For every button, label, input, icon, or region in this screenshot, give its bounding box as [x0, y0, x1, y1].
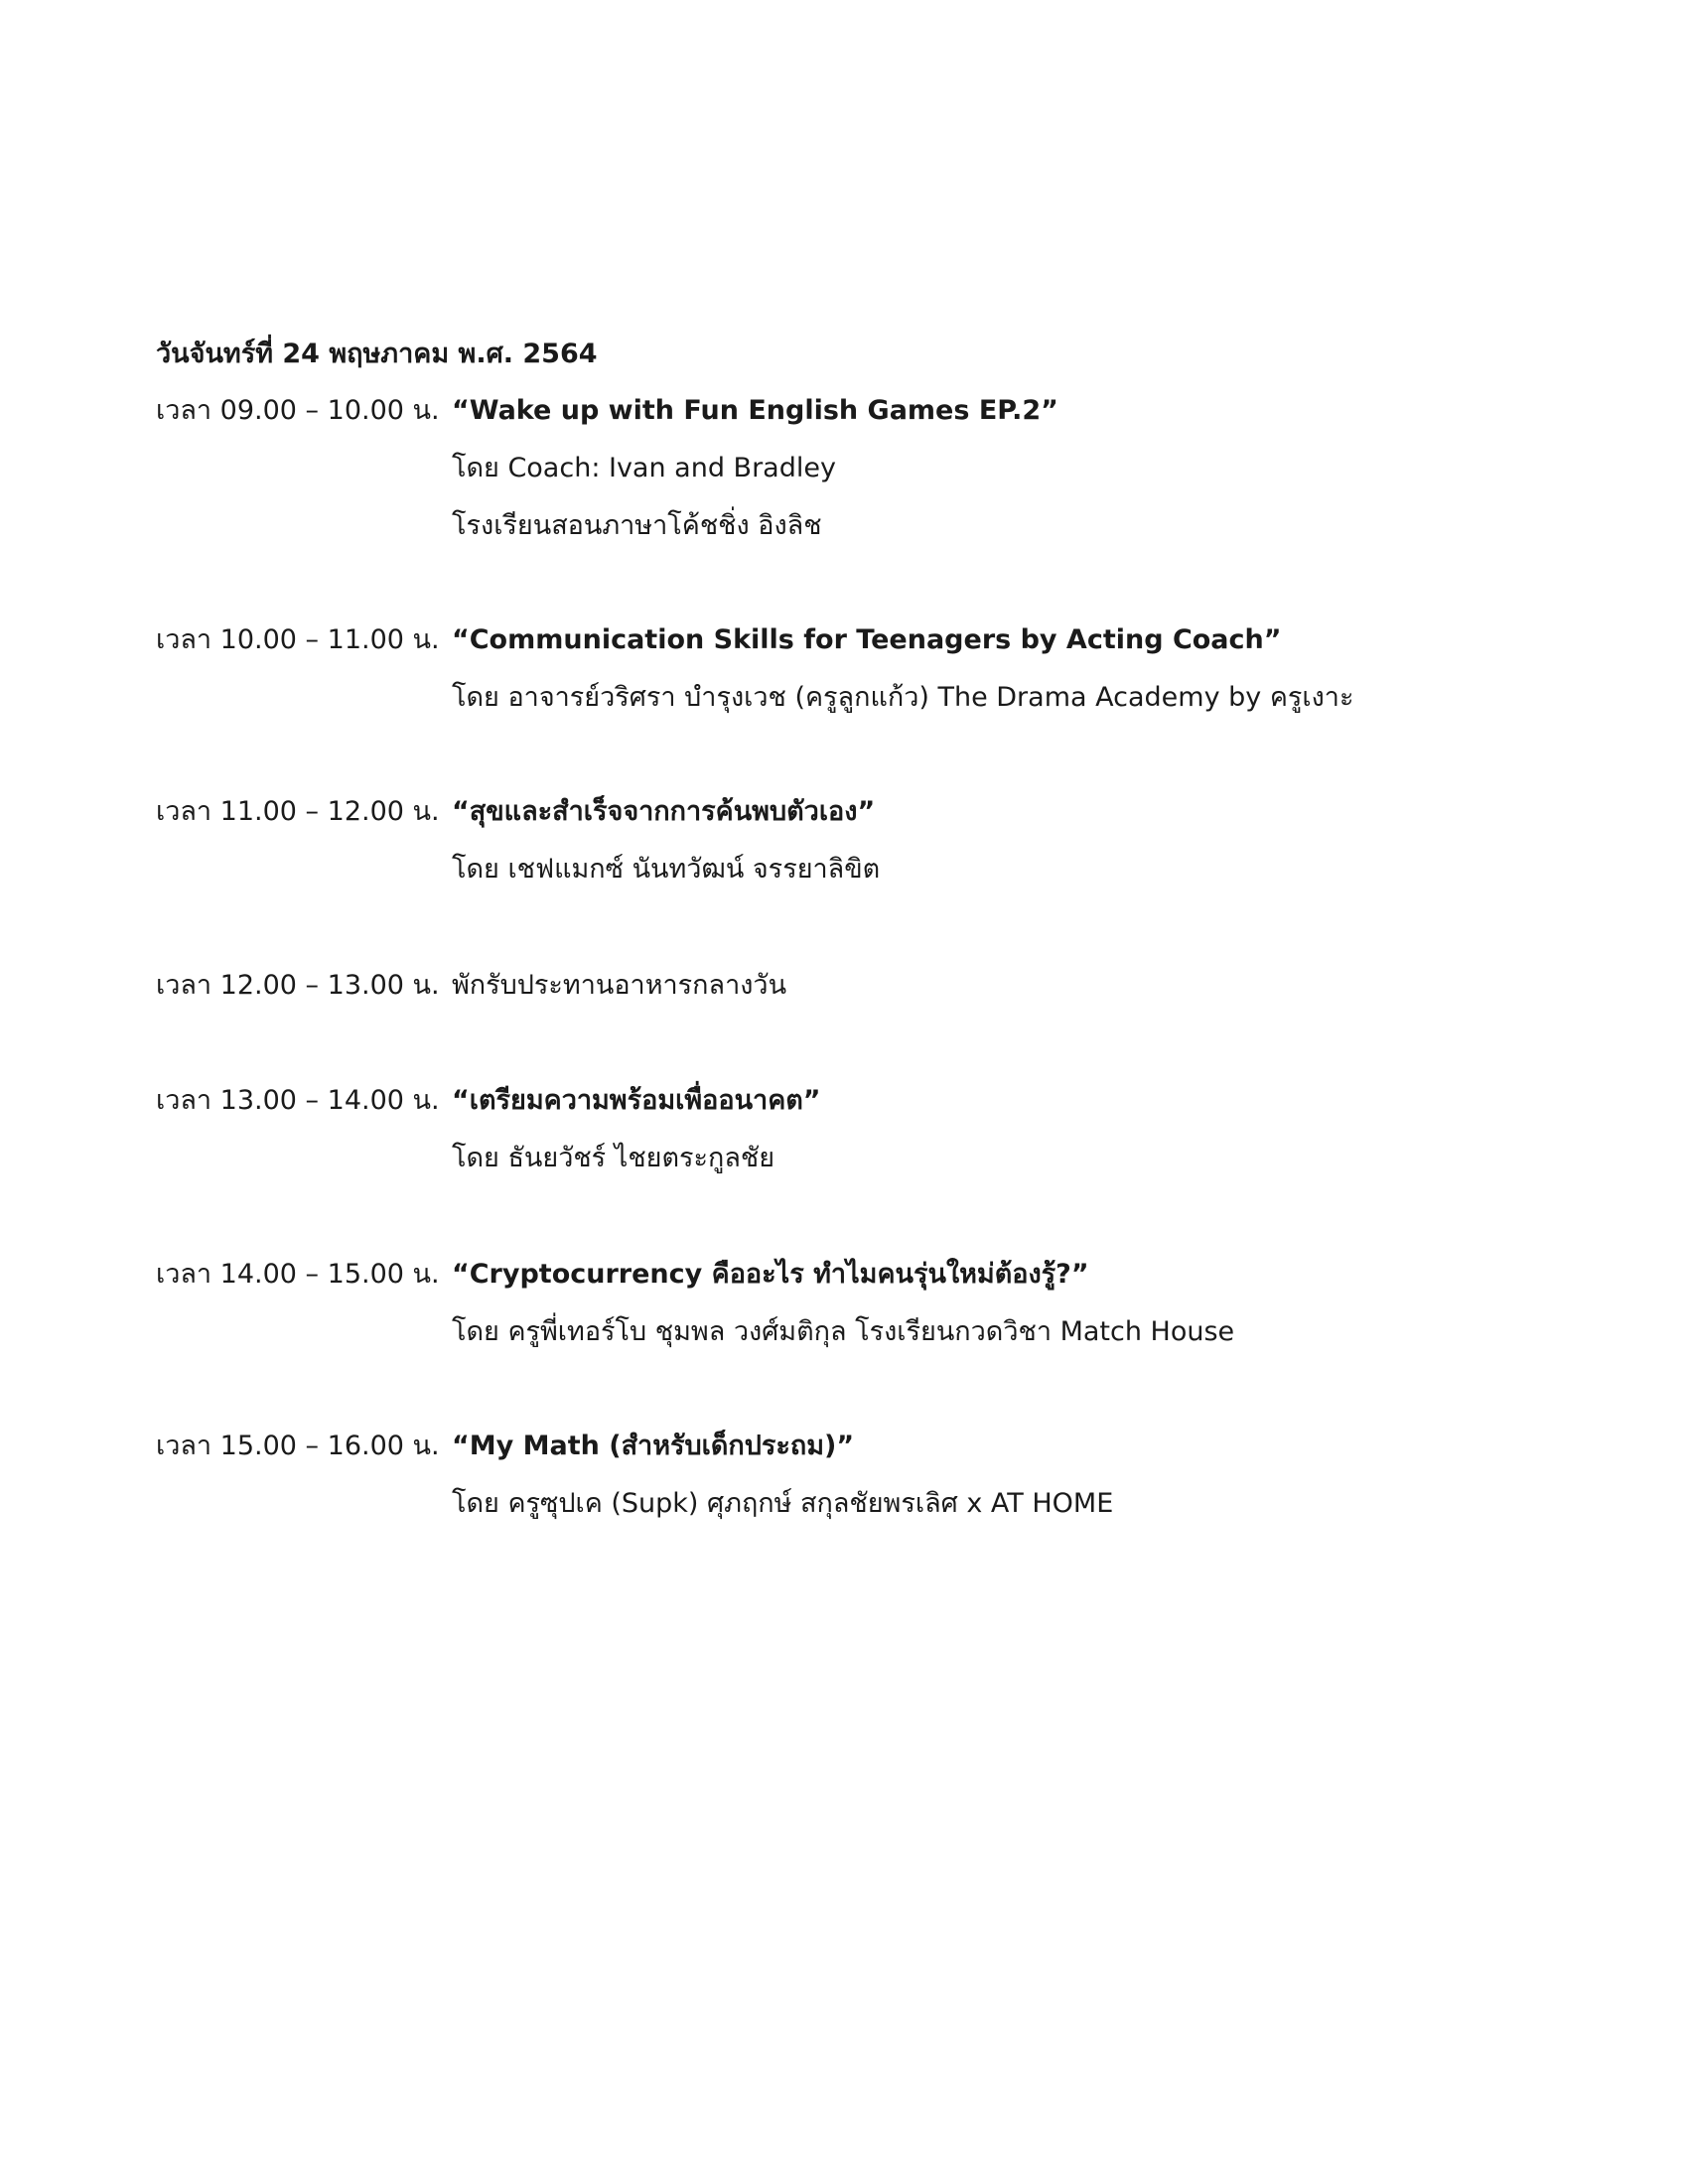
- session-time: เวลา 14.00 – 15.00 น.: [156, 1259, 440, 1290]
- session-time: เวลา 09.00 – 10.00 น.: [156, 395, 440, 426]
- session-header: [156, 612, 1645, 669]
- session-organization: โรงเรียนสอนภาษาโค้ชชิ่ง อิงลิช: [452, 510, 822, 541]
- schedule-session: [156, 783, 1645, 898]
- schedule-session: [156, 1418, 1645, 1533]
- session-time: เวลา 10.00 – 11.00 น.: [156, 624, 440, 655]
- session-time: เวลา 12.00 – 13.00 น.: [156, 970, 440, 1001]
- session-title: พักรับประทานอาหารกลางวัน: [452, 970, 787, 1001]
- session-header: [156, 1072, 1645, 1130]
- session-time: เวลา 13.00 – 14.00 น.: [156, 1085, 440, 1116]
- session-header: [156, 1246, 1645, 1303]
- session-speaker: โดย ธันยวัชร์ ไชยตระกูลชัย: [452, 1143, 775, 1173]
- session-speaker: โดย อาจารย์วริศรา บำรุงเวช (ครูลูกแก้ว) The Drama Academy by ครูเงาะ: [452, 682, 1354, 713]
- session-header: [156, 957, 1645, 1015]
- schedule-session: [156, 1246, 1645, 1361]
- session-title: “Communication Skills for Teenagers by Acting Coach”: [452, 624, 1282, 655]
- session-speaker: โดย ครูพี่เทอร์โบ ชุมพล วงศ์มติกุล โรงเรียนกวดวิชา Match House: [452, 1316, 1235, 1347]
- session-header: [156, 1418, 1645, 1475]
- session-title: “My Math (สำหรับเด็กประถม)”: [452, 1431, 855, 1461]
- schedule-session: [156, 612, 1645, 727]
- session-title: “สุขและสำเร็จจากการค้นพบตัวเอง”: [452, 796, 876, 827]
- session-title: “Cryptocurrency คืออะไร ทำไมคนรุ่นใหม่ต้องรู้?”: [452, 1259, 1089, 1290]
- session-speaker: โดย เชฟแมกซ์ นันทวัฒน์ จรรยาลิขิต: [452, 854, 881, 885]
- session-title: “เตรียมความพร้อมเพื่ออนาคต”: [452, 1085, 821, 1116]
- session-title: “Wake up with Fun English Games EP.2”: [452, 395, 1058, 426]
- date-heading: วันจันทร์ที่ 24 พฤษภาคม พ.ศ. 2564: [156, 339, 598, 369]
- session-header: [156, 382, 1645, 440]
- schedule-session: [156, 382, 1645, 555]
- session-speaker: โดย ครูซุปเค (Supk) ศุภฤกษ์ สกุลชัยพรเลิศ x AT HOME: [452, 1488, 1114, 1519]
- session-time: เวลา 15.00 – 16.00 น.: [156, 1431, 440, 1461]
- session-header: [156, 783, 1645, 841]
- schedule-session: [156, 957, 1645, 1015]
- session-time: เวลา 11.00 – 12.00 น.: [156, 796, 440, 827]
- session-speaker: โดย Coach: Ivan and Bradley: [452, 453, 836, 483]
- schedule-session: [156, 1072, 1645, 1187]
